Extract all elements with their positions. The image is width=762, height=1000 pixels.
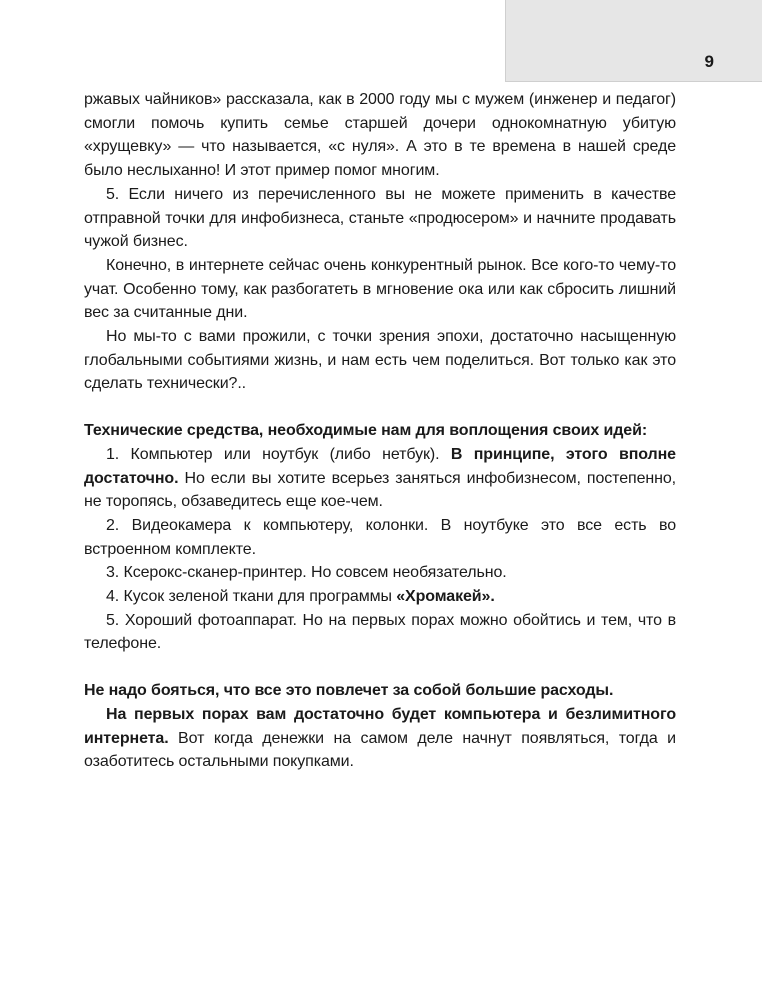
section-heading-tools: Технические средства, необходимые нам для воплощения своих идей: <box>84 422 648 440</box>
list-item-text: Но если вы хотите всерьез заняться инфобизнесом, постепенно, не торопясь, обзаведитесь еще кое-чем. <box>84 469 676 511</box>
paragraph-continuation: ржавых чайников» рассказала, как в 2000 году мы с мужем (инженер и педагог) смогли помочь купить семье старшей дочери однокомнатную убитую «хрущевку» — что называется, «с нуля». А это в те времена в нашей среде было неслыханно! И этот пример помог многим. <box>84 91 676 180</box>
paragraph-final <box>84 703 676 774</box>
page-number-tab <box>505 0 762 82</box>
list-item-camera: 5. Хороший фотоаппарат. Но на первых порах можно обойтись и тем, что в телефоне. <box>84 611 676 653</box>
list-item-computer <box>84 443 676 514</box>
section-gap <box>84 396 676 419</box>
list-item-text: 4. Кусок зеленой ткани для программы <box>106 588 397 606</box>
page-number: 9 <box>704 52 714 71</box>
page-body <box>84 88 676 774</box>
section-gap <box>84 656 676 679</box>
paragraph-emphasis: На первых порах вам достаточно будет компьютера и безлимитного интернета. <box>84 705 676 747</box>
list-item-green-cloth <box>84 585 676 609</box>
list-item-text: 1. Компьютер или ноутбук (либо нетбук). <box>106 445 451 463</box>
paragraph-how-technically: Но мы-то с вами прожили, с точки зрения эпохи, достаточно насыщенную глобальными событиями жизнь, и нам есть чем поделиться. Вот только как это сделать технически?.. <box>84 328 676 393</box>
list-item-emphasis: «Хромакей». <box>396 588 495 606</box>
section-heading-expenses: Не надо бояться, что все это повлечет за собой большие расходы. <box>84 682 614 700</box>
paragraph-competitive-market: Конечно, в интернете сейчас очень конкурентный рынок. Все кого-то чему-то учат. Особенно тому, как разбогатеть в мгновение ока или как сбросить лишний вес за считанные дни. <box>84 256 676 322</box>
list-item-emphasis: В принципе, этого вполне достаточно. <box>84 445 676 487</box>
list-item-webcam: 2. Видеокамера к компьютеру, колонки. В ноутбуке это все есть во встроенном комплекте. <box>84 516 676 558</box>
paragraph-item-5: 5. Если ничего из перечисленного вы не можете применить в качестве отправной точки для инфобизнеса, станьте «продюсером» и начните продавать чужой бизнес. <box>84 185 676 251</box>
paragraph-text: Вот когда денежки на самом деле начнут появляться, тогда и озаботитесь остальными покупками. <box>84 729 676 771</box>
list-item-printer: 3. Ксерокс-сканер-принтер. Но совсем необязательно. <box>106 564 507 582</box>
